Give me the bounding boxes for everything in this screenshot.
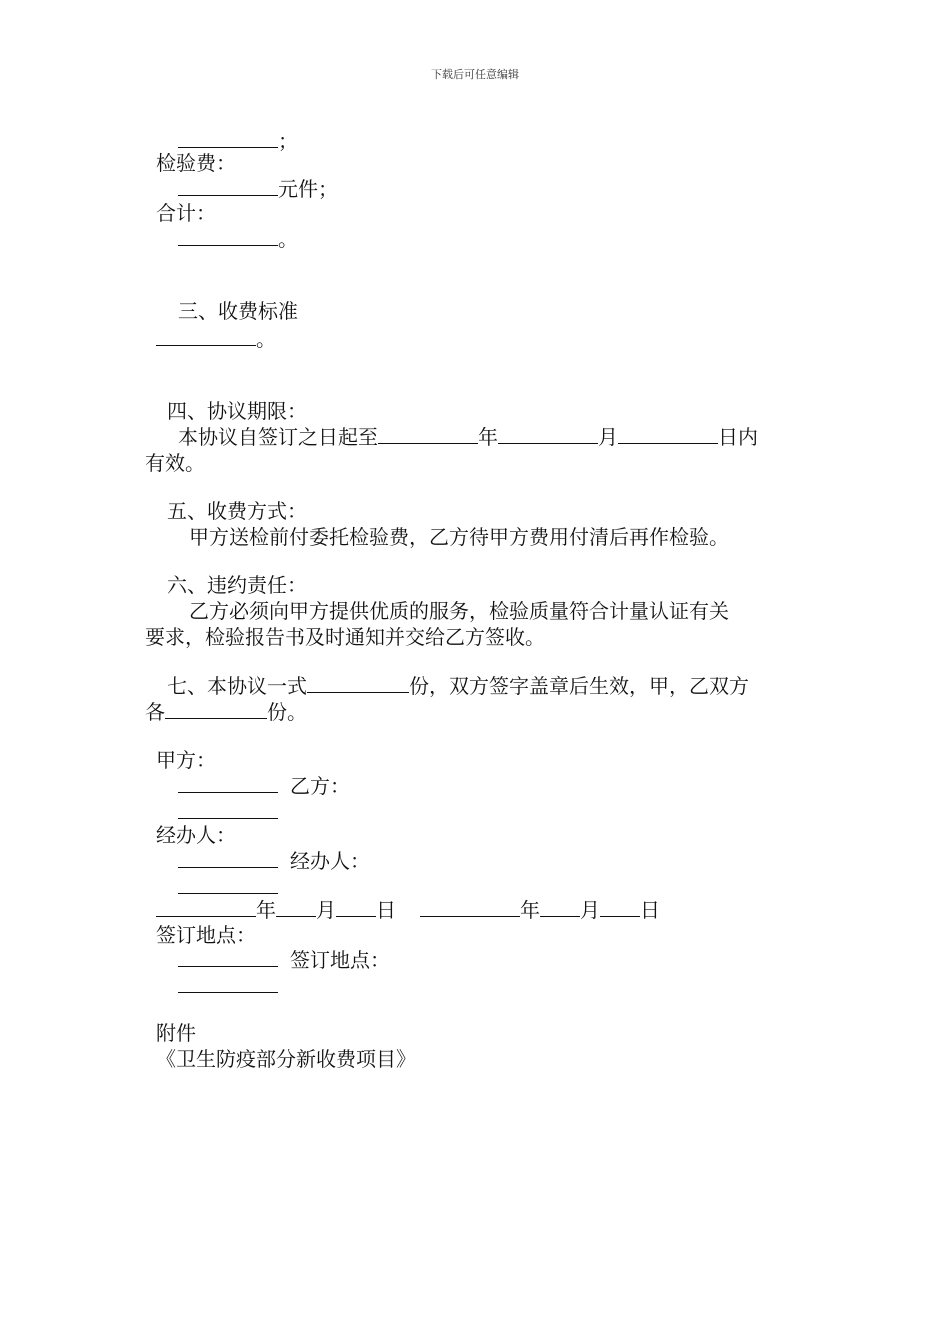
fill-blank[interactable] bbox=[178, 227, 278, 246]
section-5-text: 甲方送检前付委托检验费，乙方待甲方费用付清后再作检验。 bbox=[189, 525, 729, 549]
fill-blank[interactable] bbox=[178, 177, 278, 196]
fill-blank[interactable] bbox=[178, 129, 278, 148]
place-line bbox=[178, 947, 390, 973]
fill-blank-day-a[interactable] bbox=[336, 898, 376, 917]
month-text: 月 bbox=[598, 425, 618, 449]
year-text: 年 bbox=[478, 425, 498, 449]
place-b-line bbox=[178, 973, 278, 999]
section-5-title: 五、收费方式： bbox=[167, 499, 307, 523]
attachment-label: 附件 bbox=[156, 1021, 196, 1045]
section-4-text: 本协议自签订之日起至 bbox=[178, 425, 378, 449]
month-text: 月 bbox=[316, 898, 336, 922]
section-7-text-a: 七、本协议一式 bbox=[167, 674, 307, 698]
total-label: 合计： bbox=[156, 201, 216, 225]
section-7-line-b bbox=[145, 699, 307, 725]
day-text: 日内 bbox=[718, 425, 758, 449]
period-text: 。 bbox=[256, 327, 276, 351]
section-6-line-b: 要求，检验报告书及时通知并交给乙方签收。 bbox=[145, 625, 545, 649]
period-text: 。 bbox=[278, 227, 298, 251]
section-7-line-a bbox=[167, 673, 749, 699]
total-line bbox=[178, 226, 298, 252]
section-7-text-c: 各 bbox=[145, 700, 165, 724]
date-line bbox=[156, 897, 660, 923]
fill-blank-year[interactable] bbox=[378, 425, 478, 444]
fill-blank-each[interactable] bbox=[165, 700, 267, 719]
page-header: 下载后可任意编辑 bbox=[431, 68, 519, 81]
semicolon: ； bbox=[278, 129, 298, 153]
fill-blank-party-b[interactable] bbox=[178, 800, 278, 819]
inspection-fee-label: 检验费： bbox=[156, 151, 236, 175]
section-3-title: 三、收费标准 bbox=[178, 299, 298, 323]
fill-blank-year-a[interactable] bbox=[156, 898, 256, 917]
fill-blank-agent-a[interactable] bbox=[178, 849, 278, 868]
place-label: 签订地点： bbox=[156, 923, 256, 947]
year-text: 年 bbox=[520, 898, 540, 922]
attachment-title: 《卫生防疫部分新收费项目》 bbox=[156, 1047, 416, 1071]
agent-label: 经办人： bbox=[156, 823, 236, 847]
fill-blank-month-b[interactable] bbox=[540, 898, 580, 917]
fill-blank-party-a[interactable] bbox=[178, 774, 278, 793]
fill-blank-month-a[interactable] bbox=[276, 898, 316, 917]
section-7-text-b: 份，双方签字盖章后生效，甲，乙双方 bbox=[409, 674, 749, 698]
party-b-label: 乙方： bbox=[290, 774, 350, 798]
fill-blank-month[interactable] bbox=[498, 425, 598, 444]
year-text: 年 bbox=[256, 898, 276, 922]
agent-b-label: 经办人： bbox=[290, 849, 370, 873]
day-text: 日 bbox=[376, 898, 396, 922]
agent-line bbox=[178, 848, 370, 874]
fill-blank-copies[interactable] bbox=[307, 674, 409, 693]
fill-blank-day[interactable] bbox=[618, 425, 718, 444]
section-3-line bbox=[156, 326, 276, 352]
fill-blank-place-b[interactable] bbox=[178, 974, 278, 993]
fill-blank[interactable] bbox=[156, 327, 256, 346]
section-4-line-a bbox=[178, 424, 758, 450]
fill-blank-day-b[interactable] bbox=[600, 898, 640, 917]
unit-price-line bbox=[178, 176, 338, 202]
section-6-line-a: 乙方必须向甲方提供优质的服务，检验质量符合计量认证有关 bbox=[189, 599, 729, 623]
unit-price-text: 元件； bbox=[278, 177, 338, 201]
section-4-line-b: 有效。 bbox=[145, 451, 205, 475]
fill-blank-year-b[interactable] bbox=[420, 898, 520, 917]
fill-blank-place-a[interactable] bbox=[178, 948, 278, 967]
party-a-label: 甲方： bbox=[156, 748, 216, 772]
place-b-label: 签订地点： bbox=[290, 948, 390, 972]
month-text: 月 bbox=[580, 898, 600, 922]
fill-blank-agent-b[interactable] bbox=[178, 875, 278, 894]
section-4-title: 四、协议期限： bbox=[167, 399, 307, 423]
party-line bbox=[178, 773, 350, 799]
section-6-title: 六、违约责任： bbox=[167, 573, 307, 597]
day-text: 日 bbox=[640, 898, 660, 922]
section-7-text-d: 份。 bbox=[267, 700, 307, 724]
